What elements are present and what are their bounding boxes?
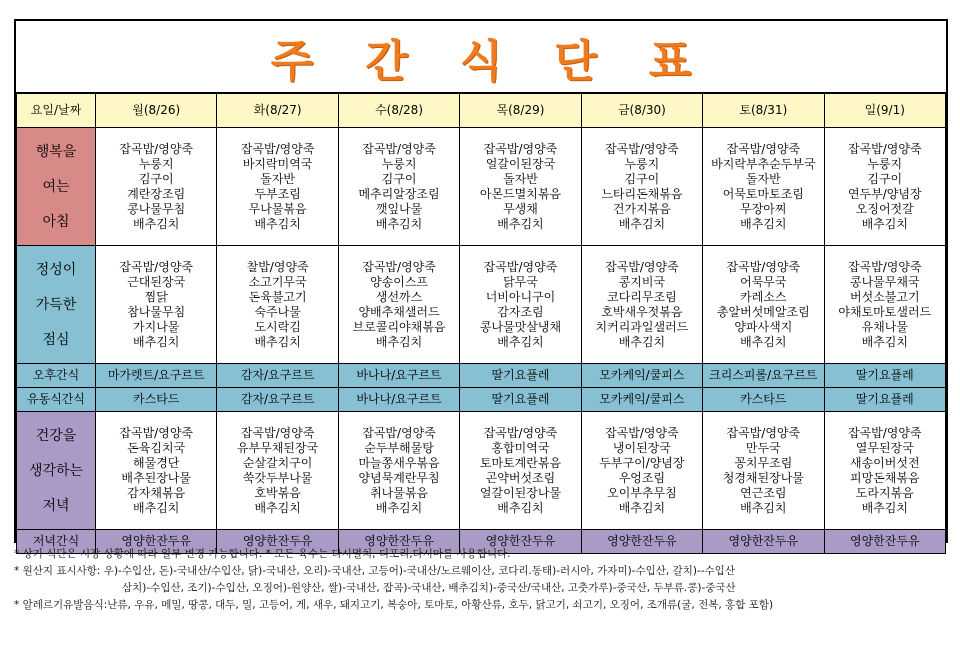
menu-item: 잡곡밥/영양죽 xyxy=(483,259,558,274)
pm-snack-cell: 마가렛트/요구르트 xyxy=(96,364,217,388)
menu-item: 건가지볶음 xyxy=(612,201,671,216)
breakfast-menu-cell xyxy=(338,128,459,246)
menu-item: 두부구이/양념장 xyxy=(599,455,685,470)
menu-item: 마늘쫑새우볶음 xyxy=(358,455,440,470)
menu-item: 만두국 xyxy=(745,440,781,455)
menu-item: 배추김치 xyxy=(740,216,787,231)
pm-snack-label: 오후간식 xyxy=(17,364,96,388)
menu-item: 피망돈채볶음 xyxy=(849,470,920,485)
day-header: 금(8/30) xyxy=(581,94,702,128)
menu-item: 누룽지 xyxy=(138,156,174,171)
ev-snack-cell: 영양한잔두유 xyxy=(96,530,217,554)
menu-item: 열무된장국 xyxy=(855,440,914,455)
menu-item: 잡곡밥/영양죽 xyxy=(726,141,801,156)
menu-item: 바지락부추순두부국 xyxy=(711,156,816,171)
menu-item: 배추김치 xyxy=(375,216,423,231)
menu-item: 잡곡밥/영양죽 xyxy=(119,425,194,440)
menu-item: 양파사색지 xyxy=(734,319,793,334)
menu-item: 잡곡밥/영양죽 xyxy=(240,141,315,156)
menu-item: 카레소스 xyxy=(740,289,787,304)
menu-item: 순두부해물탕 xyxy=(364,440,434,455)
pm-snack-cell: 딸기요플레 xyxy=(460,364,581,388)
menu-item: 메추리알장조림 xyxy=(358,186,440,201)
menu-item: 가지나물 xyxy=(133,319,180,334)
dinner-menu-cell xyxy=(581,412,702,530)
menu-item: 찰밥/영양죽 xyxy=(246,259,309,274)
menu-item: 버섯소불고기 xyxy=(849,289,920,304)
dinner-label xyxy=(17,412,96,530)
dinner-menu-cell xyxy=(460,412,581,530)
menu-item: 잡곡밥/영양죽 xyxy=(119,259,194,274)
lunch-label xyxy=(17,246,96,364)
menu-item: 배추김치 xyxy=(861,216,908,231)
ev-snack-cell: 영양한잔두유 xyxy=(338,530,459,554)
header-row xyxy=(17,94,946,128)
menu-item: 배추김치 xyxy=(861,334,908,349)
notes-section xyxy=(14,546,948,614)
menu-item: 콩나물무채국 xyxy=(849,274,920,289)
menu-item: 잡곡밥/영양죽 xyxy=(605,425,679,440)
pm-snack-cell: 크리스피롤/요구르트 xyxy=(703,364,824,388)
menu-item: 바지락미역국 xyxy=(242,156,313,171)
note-line: * 알레르기유발음식:난류, 우유, 메밀, 땅콩, 대두, 밀, 고등어, 게, 새우, 돼지고기, 복숭아, 토마토, 아황산류, 호두, 닭고기, 쇠고기, 오징어, 조개류(굴, 전복, 홍합 포함) xyxy=(14,599,774,611)
menu-item: 김구이 xyxy=(867,171,903,186)
menu-item: 냉이된장국 xyxy=(612,440,671,455)
menu-item: 연두부/양념장 xyxy=(847,186,922,201)
lunch-row xyxy=(17,246,946,364)
label-line: 저녁 xyxy=(42,497,70,514)
menu-item: 잡곡밥/영양죽 xyxy=(119,141,194,156)
label-line: 가득한 xyxy=(35,296,77,313)
breakfast-menu-cell xyxy=(703,128,824,246)
menu-item: 유부무채된장국 xyxy=(237,440,319,455)
menu-sheet xyxy=(14,19,948,548)
menu-item: 무나물볶음 xyxy=(248,201,307,216)
lunch-menu-cell xyxy=(338,246,459,364)
breakfast-menu-cell xyxy=(824,128,945,246)
note-line: * 원산지 표시사항: 우)-수입산, 돈)-국내산/수입산, 닭)-국내산, 오리)-국내산, 고등어)-국내산/노르웨이산, 코다리.동태)-러시아, 가자미)-수입산, 갈치)--수입산 xyxy=(14,565,735,577)
menu-item: 취나물볶음 xyxy=(370,485,429,500)
menu-item: 배추김치 xyxy=(497,500,544,515)
lunch-menu-cell xyxy=(581,246,702,364)
title-banner xyxy=(16,21,946,93)
menu-item: 어묵무국 xyxy=(740,274,787,289)
menu-item: 순살갈치구이 xyxy=(242,455,313,470)
menu-item: 돈육불고기 xyxy=(248,289,307,304)
label-line: 아침 xyxy=(42,213,70,230)
menu-item: 배추김치 xyxy=(497,216,544,231)
menu-item: 감자채볶음 xyxy=(127,485,186,500)
menu-item: 잡곡밥/영양죽 xyxy=(362,259,436,274)
day-header: 수(8/28) xyxy=(338,94,459,128)
menu-item: 누룽지 xyxy=(624,156,660,171)
menu-item: 잡곡밥/영양죽 xyxy=(847,425,922,440)
pm-snack-row xyxy=(17,364,946,388)
lunch-menu-cell xyxy=(217,246,338,364)
menu-item: 잡곡밥/영양죽 xyxy=(483,425,558,440)
menu-item: 코다리무조림 xyxy=(607,289,677,304)
ev-snack-cell: 영양한잔두유 xyxy=(581,530,702,554)
menu-item: 쑥갓두부나물 xyxy=(242,470,313,485)
menu-item: 참나물무침 xyxy=(127,304,186,319)
breakfast-menu-cell xyxy=(217,128,338,246)
breakfast-label xyxy=(17,128,96,246)
day-header: 일(9/1) xyxy=(824,94,945,128)
menu-item: 배추김치 xyxy=(133,216,180,231)
menu-item: 잡곡밥/영양죽 xyxy=(847,259,922,274)
pm-snack-cell: 감자/요구르트 xyxy=(217,364,338,388)
day-header: 토(8/31) xyxy=(703,94,824,128)
menu-item: 콩나물맛살냉채 xyxy=(479,319,562,334)
menu-item: 배추김치 xyxy=(618,216,666,231)
menu-item: 누룽지 xyxy=(381,156,417,171)
lunch-menu-cell xyxy=(96,246,217,364)
menu-item: 잡곡밥/영양죽 xyxy=(847,141,922,156)
note-line: * 상기 식단은 시장 상황에 따라 일부 변경 가능합니다. * 모든 육수는 다시멸치, 디포리,다시마를 사용합니다. xyxy=(14,548,511,560)
fluid-snack-cell: 카스타드 xyxy=(96,388,217,412)
day-header: 월(8/26) xyxy=(96,94,217,128)
menu-item: 배추김치 xyxy=(254,334,301,349)
label-line: 점심 xyxy=(42,331,70,348)
menu-item: 김구이 xyxy=(624,171,660,186)
menu-item: 배추김치 xyxy=(861,500,908,515)
fluid-snack-label: 유동식간식 xyxy=(17,388,96,412)
menu-item: 두부조림 xyxy=(254,186,301,201)
menu-table xyxy=(16,93,946,554)
fluid-snack-cell: 딸기요플레 xyxy=(460,388,581,412)
menu-item: 브로콜리야채볶음 xyxy=(352,319,446,334)
menu-item: 배추김치 xyxy=(133,334,180,349)
menu-item: 생선까스 xyxy=(375,289,423,304)
dinner-menu-cell xyxy=(338,412,459,530)
menu-item: 양송이스프 xyxy=(370,274,429,289)
menu-item: 홍합미역국 xyxy=(491,440,550,455)
menu-item: 양배추채샐러드 xyxy=(358,304,440,319)
menu-item: 양념묵계란무침 xyxy=(358,470,440,485)
breakfast-menu-cell xyxy=(96,128,217,246)
menu-item: 야채토마토샐러드 xyxy=(838,304,932,319)
menu-item: 꽁치무조림 xyxy=(734,455,793,470)
dinner-menu-cell xyxy=(217,412,338,530)
menu-item: 우엉조림 xyxy=(618,470,666,485)
menu-item: 소고기무국 xyxy=(248,274,307,289)
menu-item: 유채나물 xyxy=(861,319,908,334)
ev-snack-cell: 영양한잔두유 xyxy=(703,530,824,554)
menu-item: 김구이 xyxy=(381,171,417,186)
fluid-snack-cell: 모카케익/쿨피스 xyxy=(581,388,702,412)
menu-item: 느타리돈채볶음 xyxy=(601,186,683,201)
menu-item: 계란장조림 xyxy=(127,186,186,201)
dinner-menu-cell xyxy=(703,412,824,530)
pm-snack-cell: 바나나/요구르트 xyxy=(338,364,459,388)
menu-item: 배추김치 xyxy=(254,500,301,515)
menu-item: 너비아니구이 xyxy=(485,289,556,304)
dinner-menu-cell xyxy=(96,412,217,530)
menu-item: 돌자반 xyxy=(503,171,538,186)
menu-item: 닭무국 xyxy=(503,274,538,289)
menu-item: 잡곡밥/영양죽 xyxy=(240,425,315,440)
dinner-menu-cell xyxy=(824,412,945,530)
dinner-row xyxy=(17,412,946,530)
menu-item: 배추김치 xyxy=(618,334,666,349)
menu-item: 해물경단 xyxy=(133,455,180,470)
menu-item: 잡곡밥/영양죽 xyxy=(362,141,436,156)
menu-item: 치커리과일샐러드 xyxy=(595,319,689,334)
ev-snack-cell: 영양한잔두유 xyxy=(217,530,338,554)
fluid-snack-cell: 감자/요구르트 xyxy=(217,388,338,412)
menu-item: 누룽지 xyxy=(867,156,903,171)
label-line: 정성이 xyxy=(35,261,77,278)
fluid-snack-row xyxy=(17,388,946,412)
menu-item: 오징어젓갈 xyxy=(855,201,914,216)
menu-item: 잡곡밥/영양죽 xyxy=(605,141,679,156)
breakfast-row xyxy=(17,128,946,246)
menu-item: 호박볶음 xyxy=(254,485,301,500)
fluid-snack-cell: 딸기요플레 xyxy=(824,388,945,412)
menu-item: 잡곡밥/영양죽 xyxy=(362,425,436,440)
breakfast-menu-cell xyxy=(460,128,581,246)
menu-item: 얼갈이된장나물 xyxy=(479,485,562,500)
menu-item: 잡곡밥/영양죽 xyxy=(726,425,801,440)
menu-item: 호박새우젓볶음 xyxy=(601,304,683,319)
menu-item: 잡곡밥/영양죽 xyxy=(483,141,558,156)
menu-item: 곤약버섯조림 xyxy=(485,470,556,485)
menu-item: 무장아찌 xyxy=(740,201,787,216)
menu-item: 배추김치 xyxy=(740,500,787,515)
menu-item: 오이부추무침 xyxy=(607,485,677,500)
menu-item: 숙주나물 xyxy=(254,304,301,319)
menu-item: 얼갈이된장국 xyxy=(485,156,556,171)
menu-item: 어묵토마토조림 xyxy=(722,186,804,201)
page-title: 주간식단표 xyxy=(270,35,744,87)
menu-item: 토마토계란볶음 xyxy=(479,455,562,470)
menu-item: 깻잎나물 xyxy=(375,201,423,216)
menu-item: 청경채된장나물 xyxy=(722,470,804,485)
menu-item: 콩지비국 xyxy=(618,274,666,289)
menu-item: 배추김치 xyxy=(375,334,423,349)
menu-item: 무생채 xyxy=(503,201,538,216)
fluid-snack-cell: 카스타드 xyxy=(703,388,824,412)
menu-item: 총알버섯메알조림 xyxy=(716,304,810,319)
menu-item: 배추된장나물 xyxy=(121,470,191,485)
menu-item: 새송이버섯전 xyxy=(849,455,920,470)
menu-item: 감자조림 xyxy=(497,304,544,319)
menu-item: 아몬드멸치볶음 xyxy=(479,186,562,201)
note-line: 삼치)-수입산, 조기)-수입산, 오징어)-원양산, 쌀)-국내산, 잡곡)-국내산, 배추김치)-중국산/국내산, 고춧가루)-중국산, 두부류.콩)-중국산 xyxy=(122,582,736,594)
menu-item: 콩나물무침 xyxy=(127,201,186,216)
lunch-menu-cell xyxy=(824,246,945,364)
day-header: 목(8/29) xyxy=(460,94,581,128)
menu-item: 배추김치 xyxy=(740,334,787,349)
header-label: 요일/날짜 xyxy=(17,94,96,128)
label-line: 건강을 xyxy=(35,427,77,444)
pm-snack-cell: 모카케익/쿨피스 xyxy=(581,364,702,388)
menu-item: 김구이 xyxy=(138,171,174,186)
label-line: 여는 xyxy=(42,178,70,195)
menu-item: 근대된장국 xyxy=(127,274,186,289)
menu-item: 찜닭 xyxy=(144,289,168,304)
menu-item: 배추김치 xyxy=(375,500,423,515)
menu-item: 잡곡밥/영양죽 xyxy=(605,259,679,274)
breakfast-menu-cell xyxy=(581,128,702,246)
menu-item: 돌자반 xyxy=(260,171,296,186)
ev-snack-cell: 영양한잔두유 xyxy=(460,530,581,554)
day-header: 화(8/27) xyxy=(217,94,338,128)
menu-item: 돌자반 xyxy=(745,171,781,186)
menu-item: 배추김치 xyxy=(618,500,666,515)
lunch-menu-cell xyxy=(460,246,581,364)
evening-snack-label: 저녁간식 xyxy=(17,530,96,554)
menu-item: 잡곡밥/영양죽 xyxy=(726,259,801,274)
menu-item: 연근조림 xyxy=(740,485,787,500)
menu-item: 도라지볶음 xyxy=(855,485,914,500)
ev-snack-cell: 영양한잔두유 xyxy=(824,530,945,554)
menu-item: 도시락김 xyxy=(254,319,301,334)
menu-item: 배추김치 xyxy=(254,216,301,231)
pm-snack-cell: 딸기요플레 xyxy=(824,364,945,388)
fluid-snack-cell: 바나나/요구르트 xyxy=(338,388,459,412)
menu-item: 배추김치 xyxy=(133,500,180,515)
label-line: 생각하는 xyxy=(28,462,84,479)
lunch-menu-cell xyxy=(703,246,824,364)
menu-item: 돈육김치국 xyxy=(127,440,186,455)
label-line: 행복을 xyxy=(35,143,77,160)
menu-item: 배추김치 xyxy=(497,334,544,349)
